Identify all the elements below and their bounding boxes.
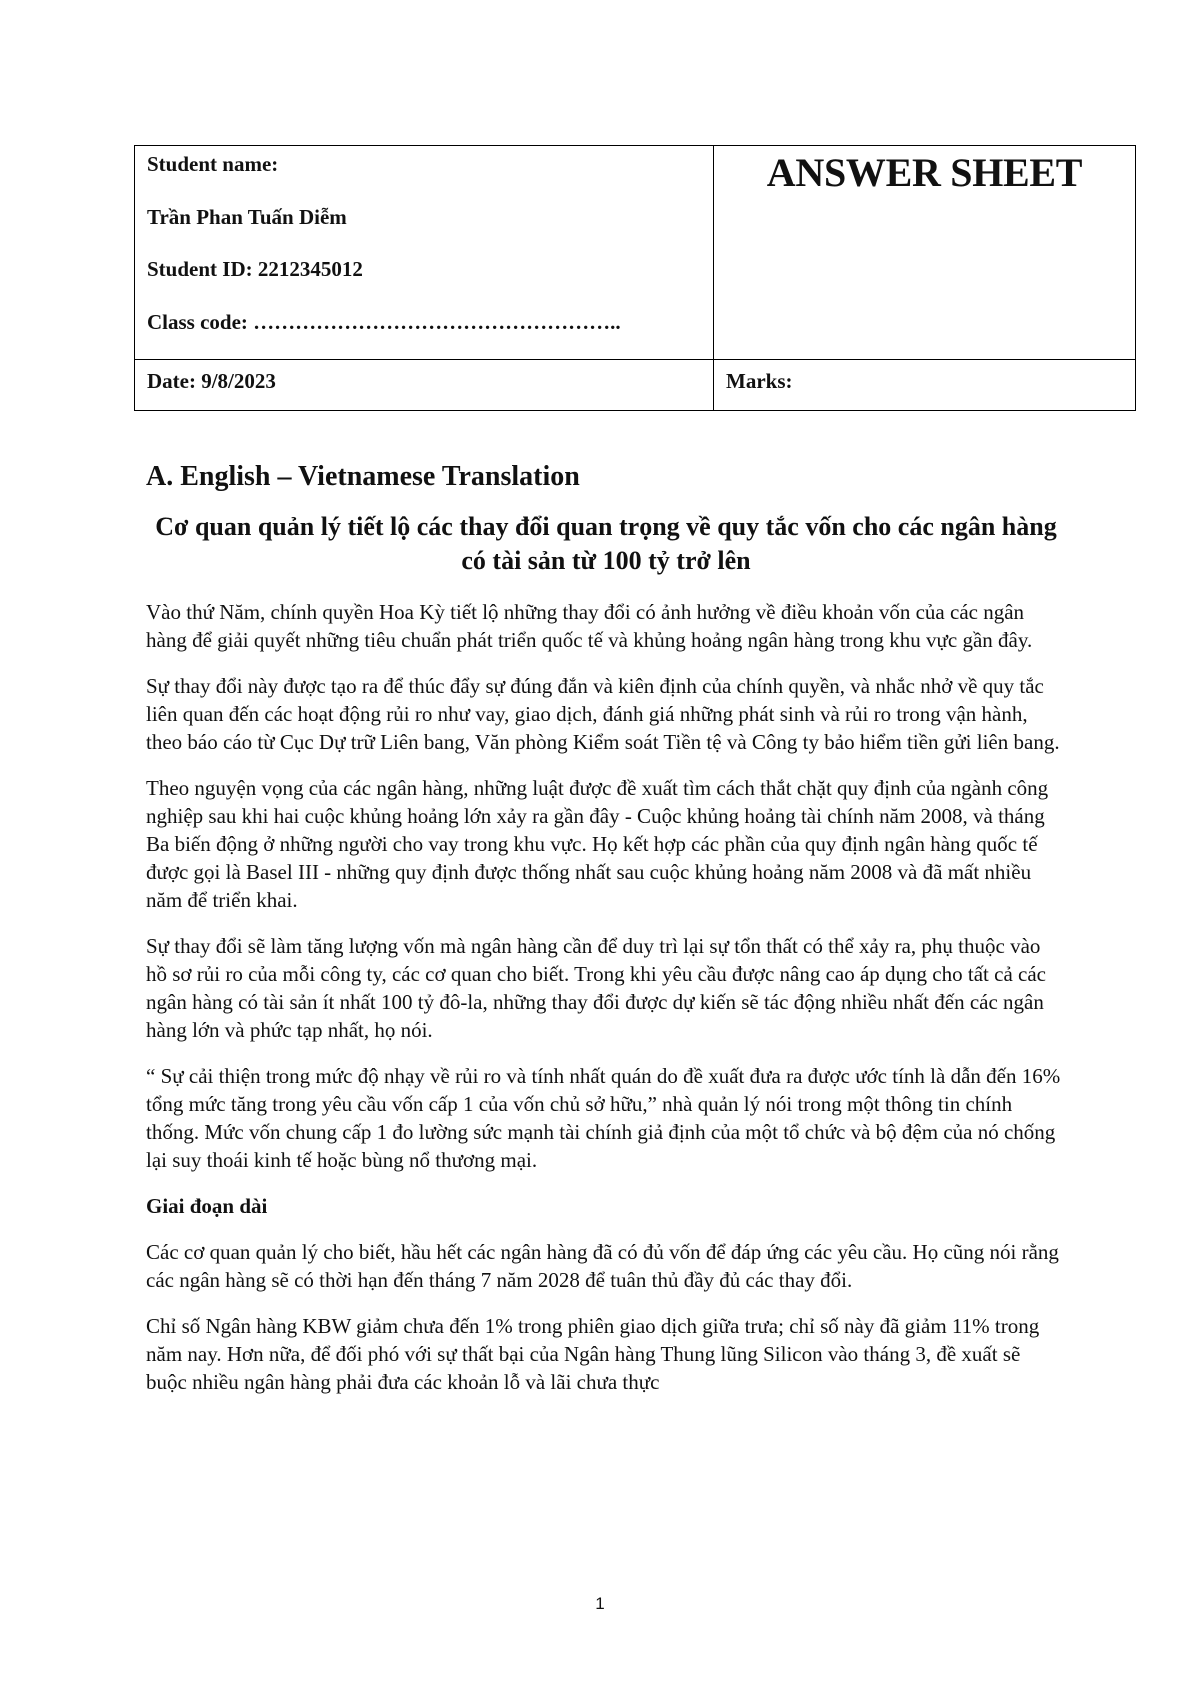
section-heading: A. English – Vietnamese Translation: [146, 461, 580, 492]
paragraph: Các cơ quan quản lý cho biết, hầu hết các ngân hàng đã có đủ vốn để đáp ứng các yêu cầu. Họ cũng nói rằng các ngân hàng sẽ có thời hạn đến tháng 7 năm 2028 để tuân thủ đầy đủ các thay đổi.: [146, 1240, 1059, 1292]
subheading: Giai đoạn dài: [146, 1194, 268, 1218]
date: Date: 9/8/2023: [147, 368, 276, 393]
student-name-value: Trần Phan Tuấn Diễm: [147, 205, 347, 229]
paragraph: Chỉ số Ngân hàng KBW giảm chưa đến 1% trong phiên giao dịch giữa trưa; chỉ số này đã giảm 11% trong năm nay. Hơn nữa, để đối phó với sự thất bại của Ngân hàng Thung lũng Silicon vào tháng 3, đề xuất sẽ buộc nhiều ngân hàng phải đưa các khoản lỗ và lãi chưa thực: [146, 1314, 1040, 1394]
student-id: Student ID: 2212345012: [147, 257, 363, 281]
marks: Marks:: [726, 368, 793, 393]
paragraph: “ Sự cải thiện trong mức độ nhạy về rủi ro và tính nhất quán do đề xuất đưa ra được ước tính là dẫn đến 16% tổng mức tăng trong yêu cầu vốn cấp 1 của vốn chủ sở hữu,” nhà quản lý nói trong một thông tin chính thống. Mức vốn chung cấp 1 đo lường sức mạnh tài chính giả định của một tổ chức và bộ đệm của nó chống lại suy thoái kinh tế hoặc bùng nổ thương mại.: [146, 1064, 1061, 1172]
date-cell: [135, 359, 714, 410]
class-code: Class code: ……………………………………………..: [147, 310, 621, 334]
document-body: [146, 460, 1066, 1414]
answer-sheet-title: ANSWER SHEET: [766, 150, 1083, 195]
title-cell: [714, 146, 1136, 360]
paragraph: Sự thay đổi này được tạo ra để thúc đẩy sự đúng đắn và kiên định của chính quyền, và nhắc nhở về quy tắc liên quan đến các hoạt động rủi ro như vay, giao dịch, đánh giá những phát sinh và rủi ro trong vận hành, theo báo cáo từ Cục Dự trữ Liên bang, Văn phòng Kiểm soát Tiền tệ và Công ty bảo hiểm tiền gửi liên bang.: [146, 674, 1060, 754]
paragraph: Theo nguyện vọng của các ngân hàng, những luật được đề xuất tìm cách thắt chặt quy định của ngành công nghiệp sau khi hai cuộc khủng hoảng lớn xảy ra gần đây - Cuộc khủng hoảng tài chính năm 2008, và tháng Ba biến động ở những người cho vay trong khu vực. Họ kết hợp các phần của quy định ngân hàng quốc tế được gọi là Basel III - những quy định được thống nhất sau cuộc khủng hoảng năm 2008 và đã mất nhiều năm để triển khai.: [146, 776, 1049, 912]
student-info-cell: [135, 146, 714, 360]
paragraph: Vào thứ Năm, chính quyền Hoa Kỳ tiết lộ những thay đổi có ảnh hưởng về điều khoản vốn của các ngân hàng để giải quyết những tiêu chuẩn phát triển quốc tế và khủng hoảng ngân hàng trong khu vực gần đây.: [146, 600, 1033, 652]
article-title: Cơ quan quản lý tiết lộ các thay đổi quan trọng về quy tắc vốn cho các ngân hàng có tài sản từ 100 tỷ trở lên: [155, 512, 1057, 575]
page-number: 1: [595, 1594, 605, 1613]
marks-cell: [714, 359, 1136, 410]
paragraph: Sự thay đổi sẽ làm tăng lượng vốn mà ngân hàng cần để duy trì lại sự tổn thất có thể xảy ra, phụ thuộc vào hồ sơ rủi ro của mỗi công ty, các cơ quan cho biết. Trong khi yêu cầu được nâng cao áp dụng cho tất cả các ngân hàng có tài sản ít nhất 100 tỷ đô-la, những thay đổi được dự kiến sẽ tác động nhiều nhất đến các ngân hàng lớn và phức tạp nhất, họ nói.: [146, 934, 1046, 1042]
student-name-label: Student name:: [147, 152, 279, 176]
answer-sheet-header-table: [134, 145, 1136, 411]
